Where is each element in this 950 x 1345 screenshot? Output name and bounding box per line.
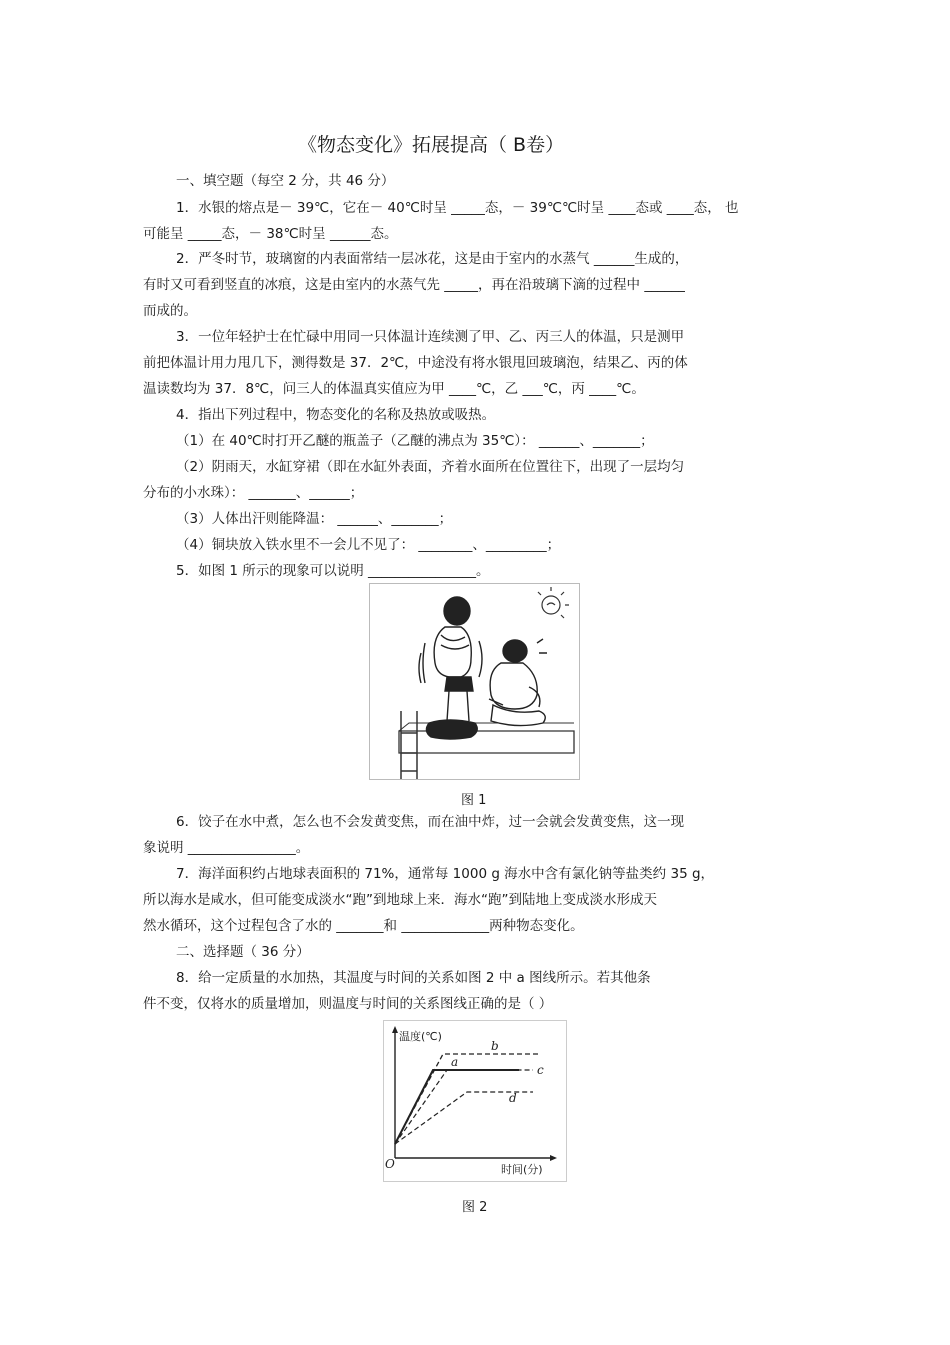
- q3-line3: 温读数均为 37．8℃，问三人的体温真实值应为甲 ____℃，乙 ___℃，丙 ____℃。: [143, 381, 645, 397]
- curve-a-label: a: [451, 1055, 459, 1069]
- origin-label: O: [385, 1157, 395, 1171]
- figure-2-caption: 图 2: [462, 1200, 488, 1215]
- q4-item1: （1）在 40℃时打开乙醚的瓶盖子（乙醚的沸点为 35℃）： ______、_______；: [176, 433, 654, 449]
- q7-line3: 然水循环，这个过程包含了水的 _______和 _____________两种物态变化。: [143, 918, 584, 934]
- section-fill-blank-heading: 一、填空题（每空 2 分，共 46 分）: [176, 173, 395, 189]
- q3-line1: 3．一位年轻护士在忙碌中用同一只体温计连续测了甲、乙、丙三人的体温，只是测甲: [176, 329, 685, 345]
- q6-line1: 6．饺子在水中煮，怎么也不会发黄变焦，而在油中炸，过一会就会发黄变焦，这一现: [176, 814, 685, 830]
- q4-item4: （4）铜块放入铁水里不一会儿不见了： ________、_________；: [176, 537, 561, 553]
- q5-line: 5．如图 1 所示的现象可以说明 ________________。: [176, 563, 490, 579]
- q8-line2: 件不变，仅将水的质量增加，则温度与时间的关系图线正确的是（ ）: [143, 996, 553, 1012]
- q3-line2: 前把体温计用力甩几下，测得数是 37．2℃，中途没有将水银甩回玻璃泡，结果乙、丙的体: [143, 355, 688, 371]
- temperature-time-diagram: [383, 1020, 567, 1182]
- curve-c-label: c: [537, 1063, 544, 1077]
- q7-line2: 所以海水是咸水，但可能变成淡水“跑”到地球上来．海水“跑”到陆地上变成淡水形成天: [143, 892, 657, 908]
- figure-1-illustration: [369, 583, 580, 780]
- q4-item3: （3）人体出汗则能降温： ______、_______；: [176, 511, 453, 527]
- q4-item2-line2: 分布的小水珠）： _______、______；: [143, 485, 364, 501]
- q6-line2: 象说明 ________________。: [143, 840, 310, 856]
- q2-line3: 而成的。: [143, 303, 197, 319]
- q8-line1: 8．给一定质量的水加热，其温度与时间的关系如图 2 中 a 图线所示。若其他条: [176, 970, 651, 986]
- swimmers-cartoon: [369, 583, 580, 780]
- q2-line1: 2．严冬时节，玻璃窗的内表面常结一层冰花，这是由于室内的水蒸气 ______生成的，: [176, 251, 689, 267]
- q1-line2: 可能呈 _____态，－ 38℃时呈 ______态。: [143, 226, 398, 242]
- q4-heading: 4．指出下列过程中，物态变化的名称及热放或吸热。: [176, 407, 496, 423]
- curve-b-label: b: [491, 1039, 499, 1053]
- section-choice-heading: 二、选择题（ 36 分）: [176, 944, 310, 960]
- y-axis-label: 温度(℃): [399, 1030, 442, 1043]
- document-title: 《物态变化》拓展提高（ B卷）: [298, 134, 565, 156]
- x-axis-label: 时间(分): [501, 1163, 543, 1176]
- figure-2-graph: [383, 1020, 567, 1182]
- figure-1-caption: 图 1: [461, 793, 487, 808]
- q1-line1: 1．水银的熔点是－ 39℃，它在－ 40℃时呈 _____态，－ 39℃℃时呈 ____态或 ____态， 也: [176, 200, 739, 216]
- q4-item2-line1: （2）阴雨天，水缸穿裙（即在水缸外表面，齐着水面所在位置往下，出现了一层均匀: [176, 459, 685, 475]
- q2-line2: 有时又可看到竖直的冰痕，这是由室内的水蒸气先 _____，再在沿玻璃下滴的过程中 ______: [143, 277, 685, 293]
- q7-line1: 7．海洋面积约占地球表面积的 71%，通常每 1000 g 海水中含有氯化钠等盐类约 35 g，: [176, 866, 715, 882]
- curve-d-label: d: [509, 1091, 517, 1105]
